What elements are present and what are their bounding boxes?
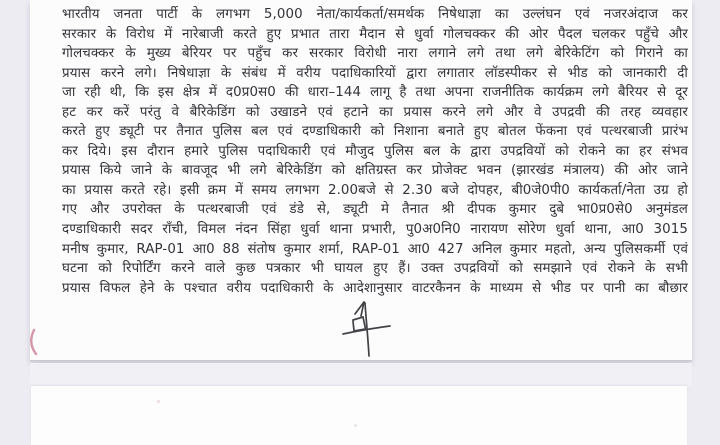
paper-speck (157, 400, 160, 403)
paper-speck (354, 424, 357, 427)
text-line: जा रही थी, कि इस क्षेत्र में द0प्र0स0 की धारा–144 लागू है तथा अपना राजनीतिक कार्यक्रम लगे बैरियर से दूर (62, 85, 688, 101)
text-line: प्रयास किये जाने के बावजूद भी लगे बेरिकेडिंग को क्षतिग्रस्त कर प्रोजेक्ट भवन (झारखंड मंत्रालय) की ओर जाने (62, 163, 688, 179)
text-line: भारतीय जनता पार्टी के लगभग 5,000 नेता/कार्यकर्ता/समर्थक निषेधाज्ञा का उल्लंघन एवं नजरअंदाज कर (62, 7, 688, 22)
text-line: प्रयास विफल हेने के पश्चात वरीय पदाधिकारी के आदेशानुसार वाटरकैनन के माध्यम से भीड पर पानी का बौछार (62, 280, 688, 296)
text-line: मनीष कुमार, RAP-01 आ0 88 संतोष कुमार शर्मा, RAP-01 आ0 427 अनिल कुमार महतो, अन्य पुलिसकर्मी एवं (62, 241, 688, 257)
document-page-2 (31, 386, 687, 445)
text-line: गोलचक्कर के मुख्य बेरियर पर पहुँच कर सरकार विरोधी नारा लगाने लगे तथा लगे बेरिकेटिंग को गिराने का (62, 46, 688, 62)
text-line: दण्डाधिकारी सदर राँची, विमल नंदन सिंहा धुर्वा थाना प्रभारी, पु0अ0नि0 नारायण सोरेण धुर्वा थाना, आ0 3015 (62, 222, 688, 238)
page-gap (30, 363, 692, 386)
document-text (62, 5, 688, 298)
red-pen-mark-icon (28, 328, 42, 356)
text-line: का प्रयास करते रहे। इसी क्रम में समय लगभग 2.00बजे से 2.30 बजे दोपहर, बी0जे0पी0 कार्यकर्ता/नेता उग्र हो (62, 182, 688, 198)
text-line: गए और उपरोक्त के पत्थरबाजी एवं डंडे से, ड्यूटी मे तैनात श्री दीपक कुमार दुबे भा0प्र0से0 अनुमंडल (62, 202, 688, 218)
text-line: प्रयास करने लगे। निषेधाज्ञा के संबंध में वरीय पदाधिकारियों द्वारा लगातार लॉडस्पीकर से भीड को जानकारी दी (62, 65, 688, 81)
signature-mark-icon (335, 296, 397, 362)
text-line: हट कर करें परंतु वे बैरिकेडिंग को उखाडने एवं हटाने का प्रयास करने लगे और वे उपद्रवी की तरह व्यवहार (62, 104, 688, 120)
text-line: सरकार के विरोध में नारेबाजी करते हुए प्रभात तारा मैदान से धुर्वा गोलचक्कर की ओर पैदल चलकर पहुँचे और (62, 26, 688, 42)
text-line: करते हुए ड्यूटी पर तैनात पुलिस बल एवं दण्डाधिकारी को निशाना बनाते हुए बोतल फेंकना एवं पत्थरबाजी प्रारंभ (62, 124, 688, 140)
text-line: कर दिये। इस दौरान हमारे पुलिस पदाधिकारी एवं मौजुद पुलिस बल के द्वारा उपद्रवियों को रोकने का हर संभव (62, 143, 688, 159)
text-line: घटना को रिपोर्टिंग करने वाले कुछ पत्रकार भी घायल हुए हैं। उक्त उपद्रवियों को समझाने एवं रोकने के सभी (62, 261, 688, 277)
